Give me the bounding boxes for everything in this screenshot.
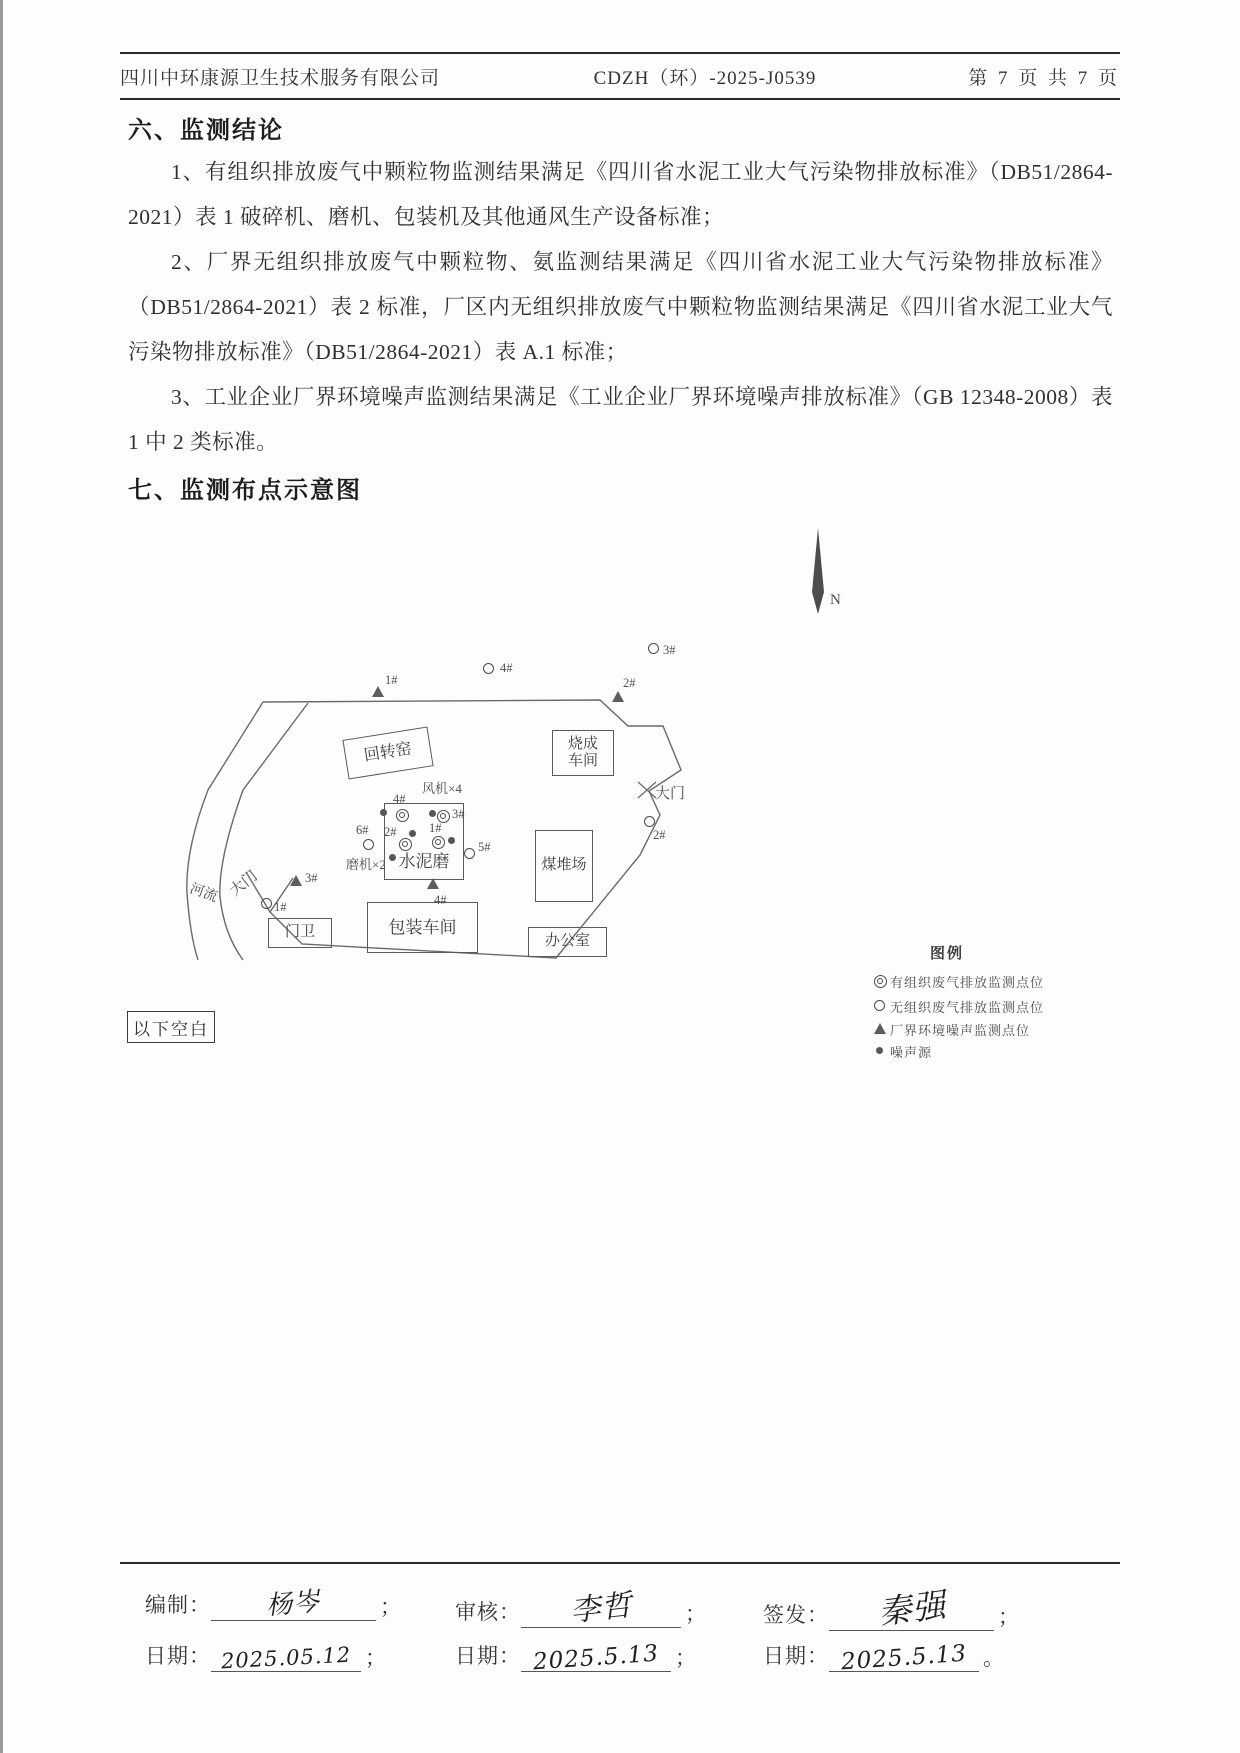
separator: ；: [998, 1605, 1020, 1629]
prepared-by-signature-line: [211, 1583, 376, 1621]
gate-bottom-label: 大门: [227, 868, 261, 900]
reviewed-date-row: [455, 1640, 697, 1676]
noise-source-marker: [389, 854, 396, 861]
noise-source-marker: [409, 830, 416, 837]
noise-boundary-point-marker: [612, 691, 624, 702]
legend-item: [874, 1042, 932, 1060]
conclusion-paragraph-3: 3、工业企业厂界环境噪声监测结果满足《工业企业厂界环境噪声排放标准》（GB 12348-2008）表 1 中 2 类标准。: [128, 385, 1113, 454]
separator: 。: [983, 1646, 1005, 1670]
unorganized-point-marker: [464, 848, 475, 859]
legend-item: [874, 1020, 1030, 1038]
legend-item-label: 厂界环境噪声监测点位: [890, 1022, 1031, 1038]
mills-note: 磨机×2: [346, 857, 386, 872]
noise-boundary-point-label: 2#: [623, 676, 636, 690]
reviewed-date-value: 2025.5.13: [532, 1640, 660, 1676]
prepared-by-signature: 杨岑: [265, 1586, 322, 1622]
unorganized-point-label: 5#: [478, 840, 491, 854]
separator: ；: [365, 1646, 387, 1670]
unorganized-point-marker: [261, 898, 272, 909]
issued-date-row: [763, 1640, 1005, 1676]
building-gatehouse: 门卫: [268, 918, 332, 948]
fans-note: 风机×4: [422, 781, 462, 796]
legend-item-label: 无组织废气排放监测点位: [890, 999, 1045, 1015]
noise-source-marker: [429, 810, 436, 817]
organized-point-label: 2#: [384, 825, 397, 839]
river-label: 河流: [187, 881, 220, 906]
unorganized-point-marker: [644, 816, 655, 827]
gate-right-label: 大门: [655, 786, 686, 802]
reviewed-by-signature: 李哲: [568, 1587, 635, 1630]
prepared-date-value: 2025.05.12: [220, 1642, 352, 1674]
unorganized-point-label: 4#: [500, 661, 513, 675]
building-cement-mill: 水泥磨: [384, 803, 464, 880]
prepared-by-row: [145, 1583, 402, 1621]
unorganized-point-marker: [648, 643, 659, 654]
reviewed-date-line: [521, 1640, 671, 1676]
organized-point-marker: [399, 838, 412, 851]
organized-point-icon: [874, 974, 890, 988]
legend-title: 图例: [930, 946, 965, 962]
blank-below-note: 以下空白: [127, 1011, 215, 1043]
organized-point-label: 1#: [429, 821, 442, 835]
noise-source-marker: [380, 809, 387, 816]
separator: ；: [675, 1646, 697, 1670]
conclusion-heading: 六、监测结论: [128, 117, 284, 144]
unorganized-point-label: 3#: [663, 643, 676, 657]
footer-divider: [120, 1562, 1120, 1564]
unorganized-point-marker: [363, 839, 374, 850]
prepared-by-label: 编制：: [145, 1593, 211, 1617]
reviewed-by-row: [455, 1583, 707, 1628]
issued-by-row: [763, 1583, 1020, 1631]
noise-boundary-point-marker: [427, 878, 439, 889]
reviewed-by-label: 审核：: [455, 1600, 521, 1624]
conclusion-paragraphs: [128, 150, 1113, 465]
separator: ；: [380, 1595, 402, 1619]
monitoring-layout-diagram: [150, 520, 1120, 1080]
noise-boundary-point-label: 1#: [385, 673, 398, 687]
document-number: CDZH（环）-2025-J0539: [593, 67, 817, 89]
page-number: 第 7 页 共 7 页: [968, 67, 1120, 89]
conclusion-paragraph-1: 1、有组织排放废气中颗粒物监测结果满足《四川省水泥工业大气污染物排放标准》（DB51/2864-2021）表 1 破碎机、磨机、包装机及其他通风生产设备标准；: [128, 160, 1113, 229]
organized-point-label: 3#: [452, 807, 465, 821]
building-packing-workshop: 包装车间: [367, 902, 478, 953]
legend-item-label: 有组织废气排放监测点位: [890, 974, 1045, 990]
separator: ；: [685, 1602, 707, 1626]
prepared-date-row: [145, 1640, 387, 1672]
prepared-date-line: [211, 1642, 361, 1674]
reviewed-date-label: 日期：: [455, 1644, 521, 1668]
legend-item-label: 噪声源: [890, 1044, 933, 1060]
unorganized-point-marker: [483, 663, 494, 674]
issued-date-value: 2025.5.13: [840, 1640, 968, 1676]
issued-date-label: 日期：: [763, 1644, 829, 1668]
north-arrow: [812, 528, 824, 614]
unorganized-point-icon: [874, 999, 890, 1013]
legend-item: [874, 997, 1044, 1015]
reviewed-by-signature-line: [521, 1583, 681, 1628]
noise-boundary-point-marker: [372, 686, 384, 697]
noise-boundary-point-marker: [290, 875, 302, 886]
issued-date-line: [829, 1640, 979, 1676]
issued-by-label: 签发：: [763, 1603, 829, 1627]
company-name: 四川中环康源卫生技术服务有限公司: [120, 67, 441, 89]
noise-source-marker: [448, 837, 455, 844]
north-label: N: [830, 592, 841, 608]
noise-boundary-point-label: 3#: [305, 871, 318, 885]
building-firing-workshop-label: 烧成车间: [567, 735, 598, 769]
organized-point-marker: [396, 809, 409, 822]
legend-item: [874, 972, 1044, 990]
organized-point-marker: [432, 836, 445, 849]
building-rotary-kiln: 回转窑: [342, 727, 433, 780]
issued-by-signature: 秦强: [875, 1584, 948, 1632]
building-office: 办公室: [528, 927, 607, 957]
unorganized-point-label: 2#: [653, 828, 666, 842]
organized-point-label: 4#: [393, 792, 406, 806]
noise-boundary-point-icon: [874, 1022, 890, 1036]
noise-source-icon: [874, 1044, 890, 1058]
diagram-heading: 七、监测布点示意图: [128, 477, 362, 504]
prepared-date-label: 日期：: [145, 1644, 211, 1668]
building-firing-workshop: [552, 730, 614, 776]
issued-by-signature-line: [829, 1583, 994, 1631]
building-coal-yard: 煤堆场: [535, 830, 593, 902]
unorganized-point-label: 1#: [274, 900, 287, 914]
noise-boundary-point-label: 4#: [434, 893, 447, 907]
page-header: [120, 52, 1120, 100]
conclusion-paragraph-2: 2、厂界无组织排放废气中颗粒物、氨监测结果满足《四川省水泥工业大气污染物排放标准》（DB51/2864-2021）表 2 标准，厂区内无组织排放废气中颗粒物监测结果满足《四川省水泥工业大气污染物排放标准》（DB51/2864-2021）表 A.1 标准；: [128, 250, 1113, 364]
unorganized-point-label: 6#: [356, 823, 369, 837]
